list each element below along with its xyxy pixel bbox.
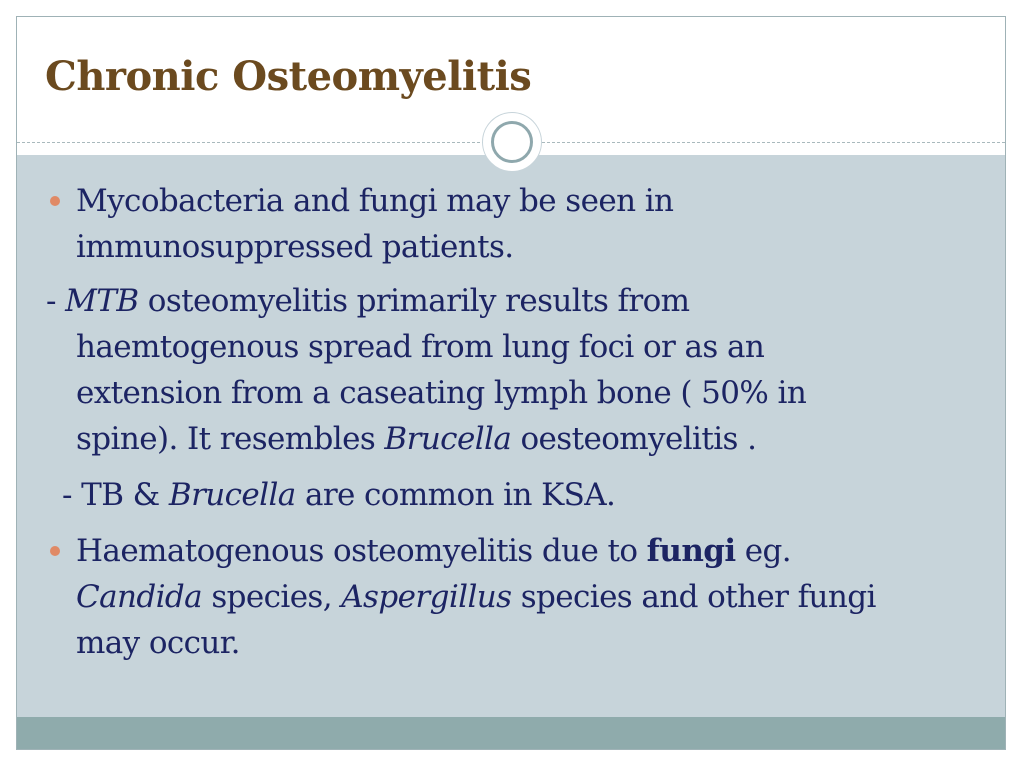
text-run: spine). It resembles: [76, 421, 385, 457]
text-run: -: [46, 283, 66, 319]
italic-term: Brucella: [168, 477, 296, 513]
italic-term: MTB: [65, 283, 139, 319]
bullet-2-line-2: [76, 574, 876, 620]
text-run: haemtogenous spread from lung foci or as an: [76, 329, 765, 365]
bullet-2-line-1: [76, 528, 791, 574]
text-run: Mycobacteria and fungi may be seen in: [76, 183, 674, 219]
text-run: extension from a caseating lymph bone ( 50% in: [76, 375, 807, 411]
dash-1-line-2: [76, 324, 764, 370]
slide-title: Chronic Osteomyelitis: [45, 53, 532, 100]
footer-band: [17, 717, 1005, 750]
bullet-icon: [50, 546, 60, 556]
dash-1-line-1: [46, 278, 689, 324]
bullet-2-line-3: [76, 620, 240, 666]
text-run: oesteomyelitis .: [511, 421, 757, 457]
bullet-1-line-2: [76, 224, 514, 270]
text-run: eg.: [735, 533, 792, 569]
italic-term: Brucella: [384, 421, 512, 457]
text-run: are common in KSA.: [295, 477, 616, 513]
text-run: immunosuppressed patients.: [76, 229, 514, 265]
dash-2-line-1: [62, 472, 615, 518]
dash-1-line-3: [76, 370, 806, 416]
text-run: species and other fungi: [511, 579, 876, 615]
text-run: osteomyelitis primarily results from: [138, 283, 690, 319]
bullet-icon: [50, 196, 60, 206]
italic-term: Candida: [76, 579, 203, 615]
circle-ornament-icon: [483, 113, 541, 171]
bullet-1-line-1: [76, 178, 673, 224]
italic-term: Aspergillus: [341, 579, 512, 615]
text-run: Haematogenous osteomyelitis due to: [76, 533, 647, 569]
dash-1-line-4: [76, 416, 756, 462]
text-run: - TB &: [62, 477, 169, 513]
bold-term: fungi: [646, 533, 736, 569]
text-run: species,: [202, 579, 342, 615]
text-run: may occur.: [76, 625, 240, 661]
